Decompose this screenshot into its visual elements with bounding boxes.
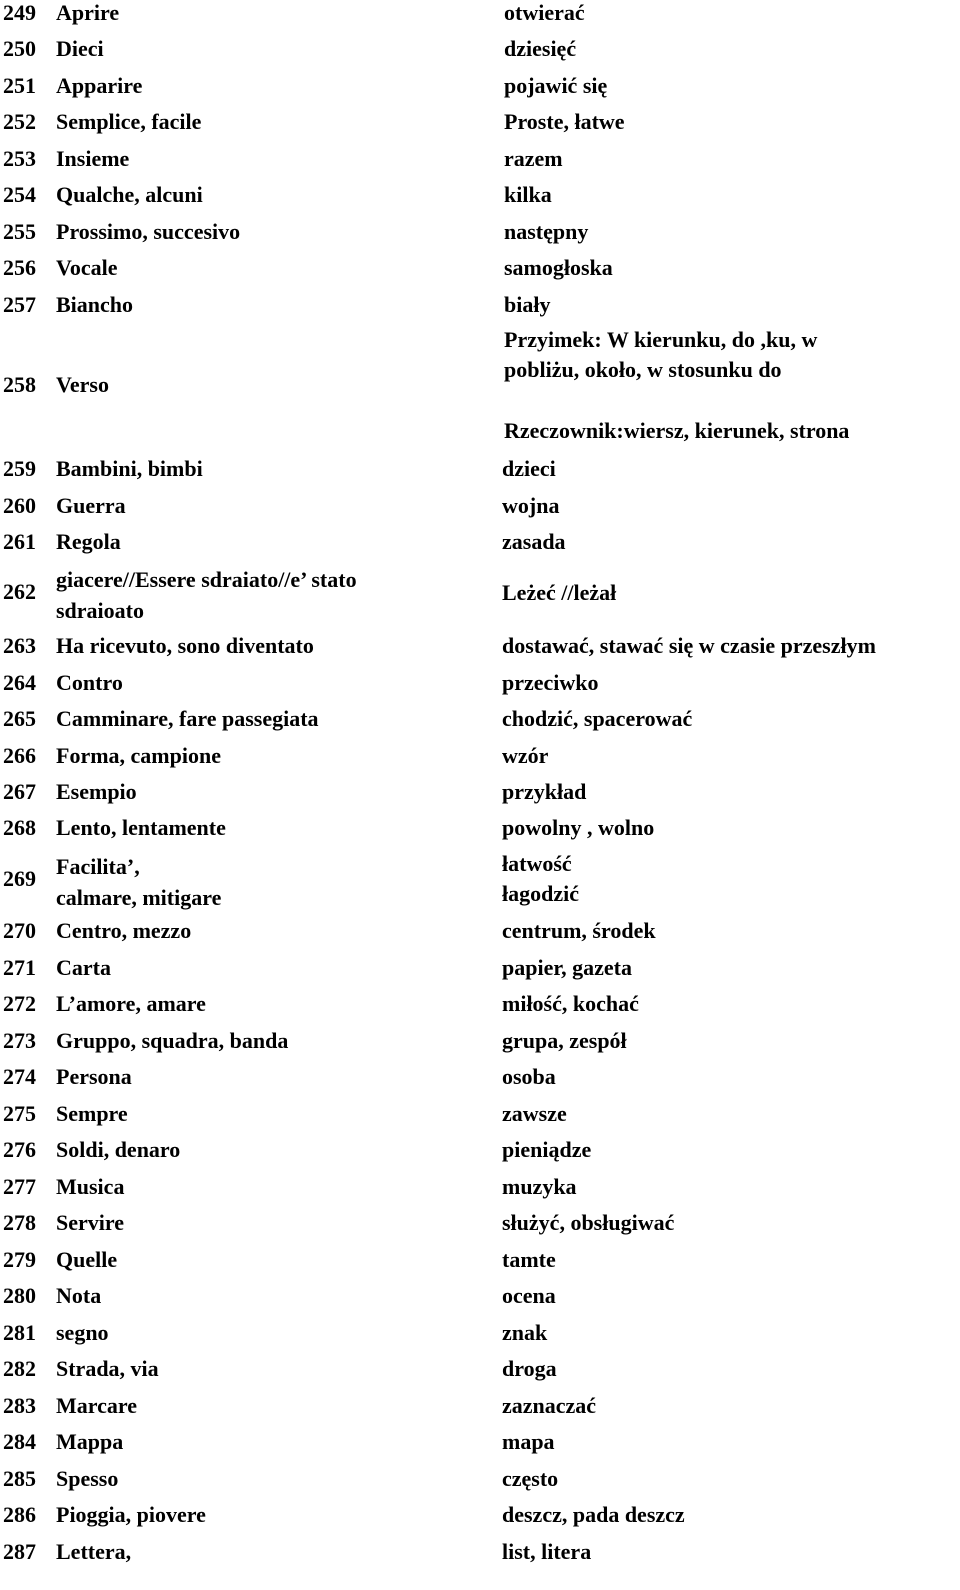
polish-translation-line: Leżeć //leżał — [502, 580, 617, 605]
italian-term-line: Biancho — [56, 292, 134, 317]
polish-translation-line: razem — [504, 146, 563, 171]
polish-translation-line: samogłoska — [504, 255, 613, 280]
entry-number: 262 — [3, 579, 36, 604]
entry-number: 284 — [3, 1429, 36, 1454]
vocabulary-row — [0, 493, 960, 529]
italian-term-line: Verso — [56, 372, 109, 397]
italian-term — [56, 1247, 486, 1273]
italian-term-line: Bambini, bimbi — [56, 456, 203, 481]
polish-translation-line: wzór — [502, 743, 549, 768]
entry-number: 285 — [3, 1466, 36, 1491]
vocabulary-row — [0, 1320, 960, 1356]
vocabulary-row — [0, 456, 960, 492]
italian-term-line: Soldi, denaro — [56, 1137, 181, 1162]
vocabulary-row — [0, 1429, 960, 1465]
italian-term-line: Nota — [56, 1283, 102, 1308]
polish-translation-line: Proste, łatwe — [504, 109, 625, 134]
entry-number: 266 — [3, 743, 36, 768]
italian-term-line: Strada, via — [56, 1356, 159, 1381]
italian-term — [56, 255, 486, 281]
entry-number: 261 — [3, 529, 36, 554]
vocabulary-row — [0, 633, 960, 669]
italian-term-line: Sempre — [56, 1101, 128, 1126]
vocabulary-row — [0, 109, 960, 145]
vocabulary-row — [0, 1101, 960, 1137]
italian-term — [56, 991, 486, 1017]
polish-translation-line: list, litera — [502, 1539, 592, 1564]
vocabulary-row — [0, 1393, 960, 1429]
polish-translation-line: pojawić się — [504, 73, 608, 98]
vocabulary-row — [0, 1210, 960, 1246]
entry-number: 287 — [3, 1539, 36, 1564]
entry-number: 267 — [3, 779, 36, 804]
italian-term-line: Marcare — [56, 1393, 138, 1418]
vocabulary-row — [0, 564, 960, 623]
polish-translation-line: otwierać — [504, 0, 585, 25]
vocabulary-row — [0, 779, 960, 815]
italian-term-line: Apparire — [56, 73, 143, 98]
italian-term — [56, 73, 486, 99]
entry-number: 277 — [3, 1174, 36, 1199]
italian-term-line: Persona — [56, 1064, 132, 1089]
entry-number: 259 — [3, 456, 36, 481]
italian-term-line: Guerra — [56, 493, 126, 518]
polish-translation-line: często — [502, 1466, 559, 1491]
vocabulary-row — [0, 292, 960, 328]
italian-term-line: Servire — [56, 1210, 125, 1235]
italian-term — [56, 1174, 486, 1200]
entry-number: 263 — [3, 633, 36, 658]
italian-term-line: Spesso — [56, 1466, 119, 1491]
italian-term — [56, 1320, 486, 1346]
italian-term — [56, 1466, 486, 1492]
italian-term-line: Musica — [56, 1174, 125, 1199]
italian-term-line: Aprire — [56, 0, 120, 25]
entry-number: 272 — [3, 991, 36, 1016]
entry-number: 278 — [3, 1210, 36, 1235]
entry-number: 275 — [3, 1101, 36, 1126]
vocabulary-row — [0, 743, 960, 779]
italian-term — [56, 564, 486, 626]
entry-number: 258 — [3, 372, 36, 397]
polish-translation-line: pieniądze — [502, 1137, 592, 1162]
vocabulary-row — [0, 851, 960, 910]
polish-translation-line: następny — [504, 219, 589, 244]
entry-number: 253 — [3, 146, 36, 171]
vocabulary-row — [0, 1539, 960, 1575]
entry-number: 273 — [3, 1028, 36, 1053]
vocabulary-row — [0, 1064, 960, 1100]
entry-number: 260 — [3, 493, 36, 518]
entry-number: 271 — [3, 955, 36, 980]
italian-term — [56, 219, 486, 245]
vocabulary-row — [0, 1283, 960, 1319]
polish-translation-line: kilka — [504, 182, 552, 207]
italian-term-line: Semplice, facile — [56, 109, 202, 134]
italian-term — [56, 36, 486, 62]
italian-term — [56, 815, 486, 841]
italian-term — [56, 779, 486, 805]
italian-term-line: Prossimo, succesivo — [56, 219, 241, 244]
polish-translation-line: mapa — [502, 1429, 555, 1454]
italian-term-line: L’amore, amare — [56, 991, 206, 1016]
entry-number: 251 — [3, 73, 36, 98]
polish-translation-line: przeciwko — [502, 670, 599, 695]
polish-translation-line: Rzeczownik:wiersz, kierunek, strona — [504, 418, 850, 443]
italian-term — [56, 292, 486, 318]
italian-term-line: Ha ricevuto, sono diventato — [56, 633, 314, 658]
polish-translation-line: Przyimek: W kierunku, do ,ku, w — [504, 327, 818, 352]
italian-term — [56, 0, 486, 26]
italian-term-line: Qualche, alcuni — [56, 182, 203, 207]
italian-term — [56, 851, 486, 913]
entry-number: 264 — [3, 670, 36, 695]
vocabulary-row — [0, 529, 960, 565]
entry-number: 249 — [3, 0, 36, 25]
italian-term-line: Pioggia, piovere — [56, 1502, 206, 1527]
polish-translation-line: miłość, kochać — [502, 991, 639, 1016]
entry-number: 269 — [3, 866, 36, 891]
italian-term — [56, 146, 486, 172]
italian-term — [56, 372, 486, 398]
polish-translation-line: centrum, środek — [502, 918, 656, 943]
italian-term-line: Insieme — [56, 146, 130, 171]
italian-term-line: Regola — [56, 529, 121, 554]
vocabulary-row — [0, 182, 960, 218]
polish-translation-line: grupa, zespół — [502, 1028, 627, 1053]
entry-number: 281 — [3, 1320, 36, 1345]
polish-translation-line: przykład — [502, 779, 587, 804]
italian-term — [56, 1429, 486, 1455]
polish-translation-line: deszcz, pada deszcz — [502, 1502, 685, 1527]
polish-translation-line: łagodzić — [502, 881, 579, 906]
vocabulary-row — [0, 146, 960, 182]
polish-translation-line: znak — [502, 1320, 548, 1345]
italian-term — [56, 1028, 486, 1054]
italian-term-line: Centro, mezzo — [56, 918, 192, 943]
entry-number: 280 — [3, 1283, 36, 1308]
italian-term — [56, 1539, 486, 1565]
entry-number: 279 — [3, 1247, 36, 1272]
italian-term-line: Esempio — [56, 779, 137, 804]
italian-term-line: calmare, mitigare — [56, 885, 222, 910]
entry-number: 257 — [3, 292, 36, 317]
polish-translation-line: osoba — [502, 1064, 556, 1089]
italian-term — [56, 955, 486, 981]
entry-number: 254 — [3, 182, 36, 207]
polish-translation-line: zasada — [502, 529, 566, 554]
vocabulary-row — [0, 1466, 960, 1502]
italian-term-line: Forma, campione — [56, 743, 221, 768]
vocabulary-row — [0, 706, 960, 742]
polish-translation-line: powolny , wolno — [502, 815, 655, 840]
vocabulary-row — [0, 327, 960, 443]
entry-number: 286 — [3, 1502, 36, 1527]
entry-number: 250 — [3, 36, 36, 61]
polish-translation-line: zaznaczać — [502, 1393, 597, 1418]
vocabulary-row — [0, 1028, 960, 1064]
italian-term — [56, 1137, 486, 1163]
entry-number: 265 — [3, 706, 36, 731]
italian-term-line: Contro — [56, 670, 123, 695]
italian-term — [56, 182, 486, 208]
vocabulary-row — [0, 1247, 960, 1283]
vocabulary-row — [0, 991, 960, 1027]
italian-term-line: Gruppo, squadra, banda — [56, 1028, 289, 1053]
entry-number: 256 — [3, 255, 36, 280]
polish-translation-line: ocena — [502, 1283, 556, 1308]
vocabulary-row — [0, 1356, 960, 1392]
polish-translation-line: służyć, obsługiwać — [502, 1210, 675, 1235]
italian-term — [56, 456, 486, 482]
italian-term — [56, 918, 486, 944]
entry-number: 270 — [3, 918, 36, 943]
polish-translation-line: muzyka — [502, 1174, 577, 1199]
italian-term-line: Camminare, fare passegiata — [56, 706, 319, 731]
vocabulary-row — [0, 1174, 960, 1210]
italian-term-line: Mappa — [56, 1429, 124, 1454]
polish-translation-line: tamte — [502, 1247, 556, 1272]
polish-translation-line: chodzić, spacerować — [502, 706, 693, 731]
italian-term-line: sdraioato — [56, 598, 144, 623]
italian-term — [56, 1210, 486, 1236]
entry-number: 282 — [3, 1356, 36, 1381]
italian-term — [56, 743, 486, 769]
vocabulary-row — [0, 1502, 960, 1538]
italian-term — [56, 1101, 486, 1127]
vocabulary-row — [0, 255, 960, 291]
entry-number: 276 — [3, 1137, 36, 1162]
vocabulary-row — [0, 670, 960, 706]
italian-term — [56, 670, 486, 696]
italian-term-line: Vocale — [56, 255, 118, 280]
vocabulary-row — [0, 0, 960, 36]
italian-term — [56, 493, 486, 519]
polish-translation-line: pobliżu, około, w stosunku do — [504, 357, 782, 382]
entry-number: 268 — [3, 815, 36, 840]
italian-term-line: Carta — [56, 955, 111, 980]
entry-number: 274 — [3, 1064, 36, 1089]
vocabulary-row — [0, 219, 960, 255]
vocabulary-row — [0, 918, 960, 954]
vocabulary-row — [0, 1137, 960, 1173]
italian-term — [56, 109, 486, 135]
polish-translation-line: łatwość — [502, 851, 572, 876]
italian-term — [56, 1502, 486, 1528]
italian-term — [56, 706, 486, 732]
entry-number: 283 — [3, 1393, 36, 1418]
entry-number: 255 — [3, 219, 36, 244]
polish-translation-line: dostawać, stawać się w czasie przeszłym — [502, 633, 876, 658]
polish-translation-line: droga — [502, 1356, 557, 1381]
entry-number: 252 — [3, 109, 36, 134]
italian-term — [56, 633, 486, 659]
italian-term — [56, 1283, 486, 1309]
polish-translation-line: dziesięć — [504, 36, 577, 61]
italian-term — [56, 1393, 486, 1419]
vocabulary-row — [0, 815, 960, 851]
italian-term-line: Lettera, — [56, 1539, 132, 1564]
polish-translation-line: biały — [504, 292, 551, 317]
polish-translation-line: dzieci — [502, 456, 556, 481]
vocabulary-row — [0, 955, 960, 991]
polish-translation-line: wojna — [502, 493, 560, 518]
italian-term-line: giacere//Essere sdraiato//e’ stato — [56, 567, 357, 592]
polish-translation-line: papier, gazeta — [502, 955, 632, 980]
italian-term-line: Quelle — [56, 1247, 118, 1272]
italian-term — [56, 1356, 486, 1382]
italian-term-line: Facilita’, — [56, 854, 140, 879]
italian-term-line: Lento, lentamente — [56, 815, 226, 840]
italian-term-line: segno — [56, 1320, 109, 1345]
polish-translation-line: zawsze — [502, 1101, 567, 1126]
italian-term — [56, 1064, 486, 1090]
italian-term — [56, 529, 486, 555]
vocabulary-row — [0, 73, 960, 109]
vocabulary-row — [0, 36, 960, 72]
italian-term-line: Dieci — [56, 36, 104, 61]
